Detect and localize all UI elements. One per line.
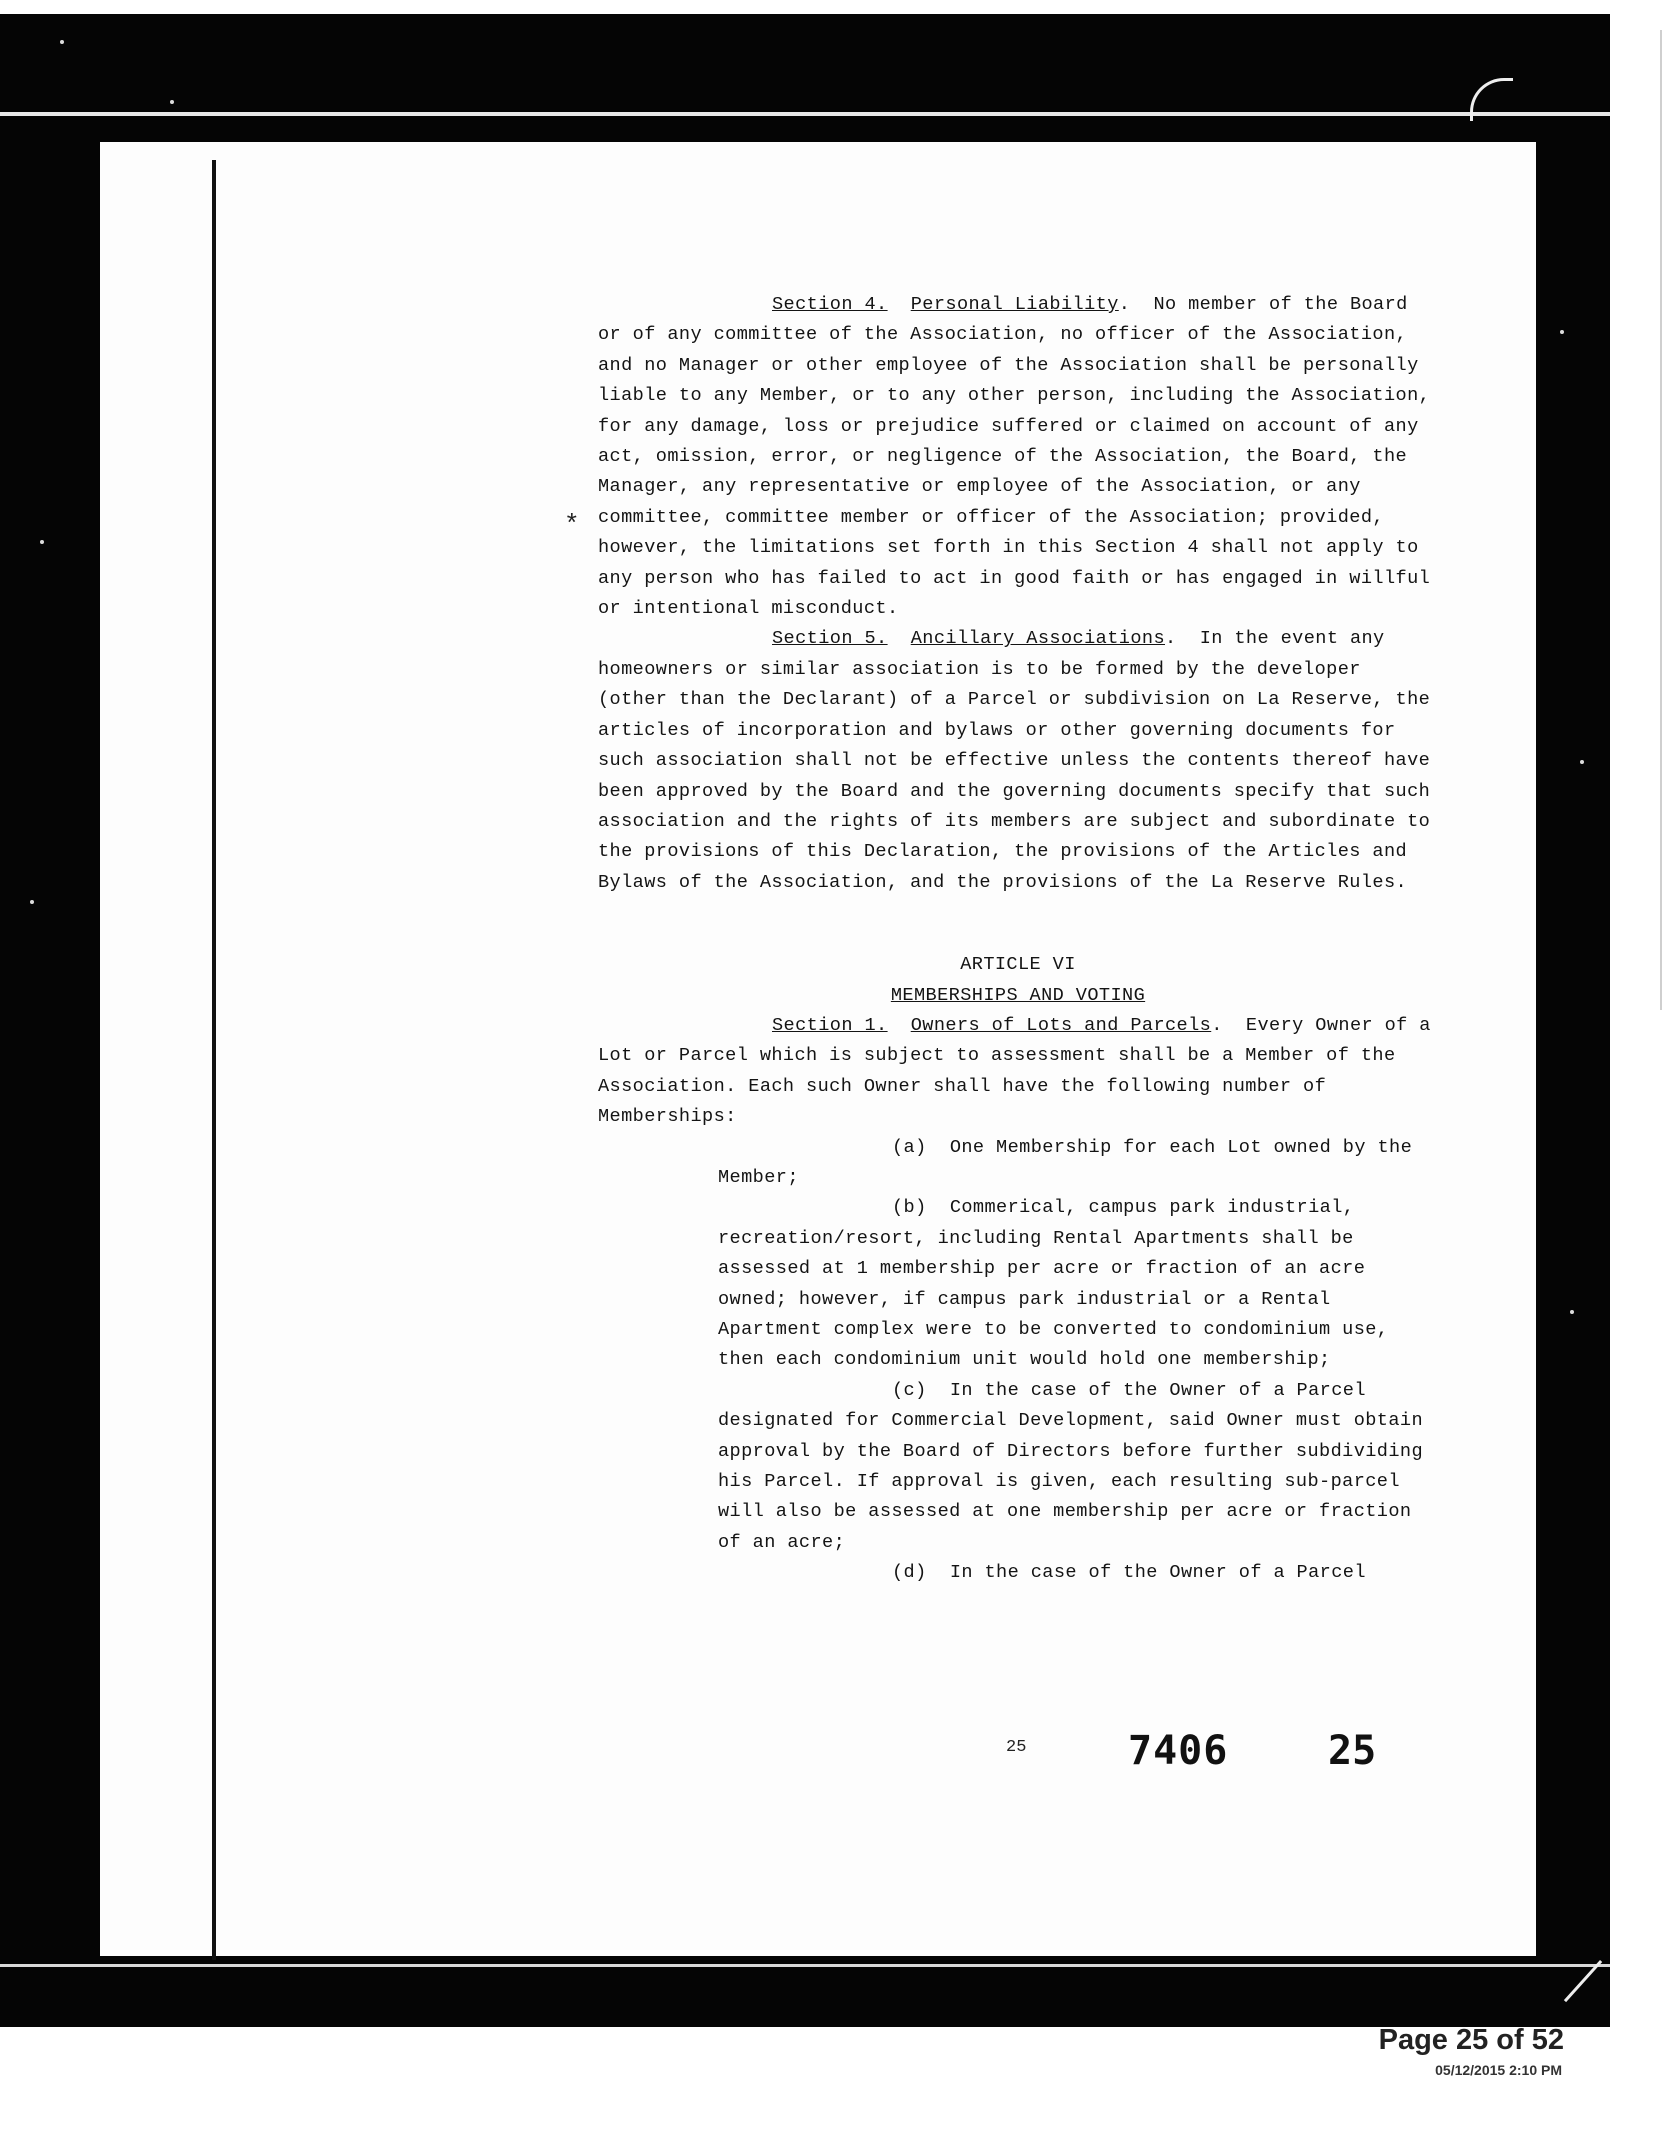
- scan-speck: [1580, 760, 1584, 764]
- clause-d: [658, 1558, 1438, 1588]
- clause-text: One Membership for each Lot owned by the Member;: [718, 1136, 1413, 1188]
- margin-asterisk: *: [564, 510, 580, 540]
- clause-c: [658, 1376, 1438, 1558]
- section-1-body: Every Owner of a Lot or Parcel which is subject to assessment shall be a Member of the Association. Each such Owner shall have the following number of Memberships:: [598, 1014, 1431, 1128]
- section-1-heading: Section 1.: [772, 1014, 888, 1036]
- page-number: 25: [1006, 1738, 1027, 1757]
- scan-speck: [170, 100, 174, 104]
- scan-speck: [30, 900, 34, 904]
- clause-a: [658, 1133, 1438, 1194]
- section-5-paragraph: Section 5. Ancillary Associations. In the event any homeowners or similar association is to be formed by the developer (other than the Declarant) of a Parcel or subdivision on La Reserve, the articles of incorporation and bylaws or other governing documents for such association shall not be effective unless the contents thereof have been approved by the Board and the governing documents specify that such association and the rights of its members are subject and subordinate to the provisions of this Declaration, the provisions of the Articles and Bylaws of the Association, and the provisions of the La Reserve Rules.: [598, 628, 1431, 893]
- clause-label: (b): [892, 1197, 927, 1219]
- section-4-body: No member of the Board or of any committee of the Association, no officer of the Association, and no Manager or other employee of the Association shall be personally liable to any Member, or to any other person, including the Association, for any damage, loss or prejudice suffered or claimed on account of any act, omission, error, or negligence of the Association, the Board, the Manager, any representative or employee of the Association, or any committee, committee member or officer of the Association; provided, however, the limitations set forth in this Section 4 shall not apply to any person who has failed to act in good faith or has engaged in willful or intentional misconduct.: [598, 294, 1431, 620]
- article-title: MEMBERSHIPS AND VOTING: [890, 984, 1146, 1006]
- clause-text: Commerical, campus park industrial, recreation/resort, including Rental Apartments shall be assessed at 1 membership per acre or fraction of an acre owned; however, if campus park industrial or a Rental Apartment complex were to be converted to condominium use, then each condominium unit would hold one membership;: [718, 1197, 1389, 1371]
- clause-label: (d): [892, 1562, 927, 1584]
- print-timestamp: 05/12/2015 2:10 PM: [1435, 2062, 1562, 2078]
- recording-number: 7406: [1128, 1728, 1229, 1774]
- section-4-paragraph: Section 4. Personal Liability. No member of the Board or of any committee of the Association, no officer of the Association, and no Manager or other employee of the Association shall be personally liable to any Member, or to any other person, including the Association, for any damage, loss or prejudice suffered or claimed on account of any act, omission, error, or negligence of the Association, the Board, the Manager, any representative or employee of the Association, or any committee, committee member or officer of the Association; provided, however, the limitations set forth in this Section 4 shall not apply to any person who has failed to act in good faith or has engaged in willful or intentional misconduct.: [598, 294, 1431, 620]
- article-number: ARTICLE VI: [960, 954, 1076, 976]
- scan-speck: [60, 40, 64, 44]
- section-5-title: Ancillary Associations: [910, 628, 1165, 650]
- section-5-heading: Section 5.: [772, 628, 888, 650]
- recording-page: 25: [1328, 1728, 1377, 1774]
- clause-text: In the case of the Owner of a Parcel designated for Commercial Development, said Owner must obtain approval by the Board of Directors before further subdividing his Parcel. If approval is given, each resulting sub-parcel will also be assessed at one membership per acre or fraction of an acre;: [718, 1379, 1424, 1553]
- scan-bottom-strip: [0, 1964, 1610, 2027]
- margin-rule: [212, 160, 216, 1960]
- section-1-title: Owners of Lots and Parcels: [910, 1014, 1212, 1036]
- clause-label: (c): [892, 1379, 927, 1401]
- document-text: [598, 290, 1438, 1589]
- scan-speck: [1560, 330, 1564, 334]
- section-1-paragraph: Section 1. Owners of Lots and Parcels. Every Owner of a Lot or Parcel which is subject to assessment shall be a Member of the Association. Each such Owner shall have the following number of Memberships:: [598, 1014, 1431, 1128]
- clause-text: In the case of the Owner of a Parcel: [949, 1562, 1366, 1584]
- scan-speck: [40, 540, 44, 544]
- scan-speck: [1570, 1310, 1574, 1314]
- scan-top-rule: [0, 112, 1610, 116]
- clause-label: (a): [892, 1136, 927, 1158]
- scan-edge-line: [1660, 30, 1662, 1010]
- section-4-title: Personal Liability: [910, 294, 1119, 315]
- section-5-body: In the event any homeowners or similar association is to be formed by the developer (other than the Declarant) of a Parcel or subdivision on La Reserve, the articles of incorporation and bylaws or other governing documents for such association shall not be effective unless the contents thereof have been approved by the Board and the governing documents specify that such association and the rights of its members are subject and subordinate to the provisions of this Declaration, the provisions of the Articles and Bylaws of the Association, and the provisions of the La Reserve Rules.: [598, 628, 1431, 893]
- clause-b: [658, 1193, 1438, 1375]
- page-indicator: Page 25 of 52: [1378, 2024, 1564, 2056]
- section-4-heading: Section 4.: [772, 294, 888, 315]
